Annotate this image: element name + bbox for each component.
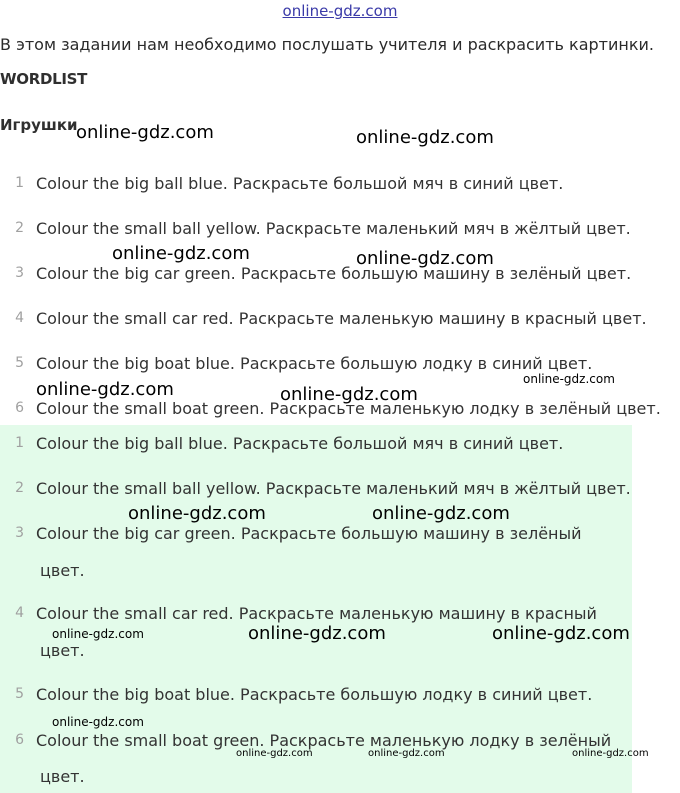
watermark: online-gdz.com [36, 379, 174, 400]
list-item-number: 2 [15, 480, 24, 496]
list-item: Colour the big ball blue. Раскрасьте большой мяч в синий цвет. [36, 174, 564, 193]
intro-text: В этом задании нам необходимо послушать учителя и раскрасить картинки. [0, 35, 654, 54]
watermark: online-gdz.com [128, 503, 266, 524]
watermark: online-gdz.com [523, 372, 615, 386]
list-item-number: 5 [15, 355, 24, 371]
list-item-number: 4 [15, 310, 24, 326]
list-item: Colour the big boat blue. Раскрасьте большую лодку в синий цвет. [36, 685, 593, 704]
list-item: Colour the small ball yellow. Раскрасьте маленький мяч в жёлтый цвет. [36, 479, 631, 498]
watermark: online-gdz.com [112, 243, 250, 264]
list-item: Colour the small boat green. Раскрасьте маленькую лодку в зелёный цвет. [36, 399, 661, 418]
list-item: Colour the big ball blue. Раскрасьте большой мяч в синий цвет. [36, 434, 564, 453]
list-item: Colour the small boat green. Раскрасьте маленькую лодку в зелёный [36, 731, 612, 750]
watermark: online-gdz.com [52, 715, 144, 729]
list-item-number: 5 [15, 686, 24, 702]
list-item: Colour the big car green. Раскрасьте большую машину в зелёный [36, 524, 582, 543]
watermark: online-gdz.com [280, 384, 418, 405]
list-item: Colour the big car green. Раскрасьте большую машину в зелёный цвет. [36, 264, 632, 283]
watermark: online-gdz.com [356, 248, 494, 269]
list-item: Colour the big boat blue. Раскрасьте большую лодку в синий цвет. [36, 354, 593, 373]
list-item-number: 4 [15, 605, 24, 621]
watermark: online-gdz.com [492, 623, 630, 644]
list-item-continuation: цвет. [40, 641, 85, 660]
watermark: online-gdz.com [236, 748, 313, 759]
list-item-number: 1 [15, 175, 24, 191]
watermark: online-gdz.com [572, 748, 649, 759]
wordlist-heading: WORDLIST [0, 70, 88, 88]
watermark: online-gdz.com [52, 627, 144, 641]
list-item: Colour the small ball yellow. Раскрасьте маленький мяч в жёлтый цвет. [36, 219, 631, 238]
list-item-number: 3 [15, 265, 24, 281]
list-item-number: 6 [15, 400, 24, 416]
toys-heading: Игрушки [0, 116, 78, 134]
list-item-number: 3 [15, 525, 24, 541]
list-item-number: 1 [15, 435, 24, 451]
list-item-number: 6 [15, 732, 24, 748]
list-item-continuation: цвет. [40, 561, 85, 580]
watermark: online-gdz.com [248, 623, 386, 644]
watermark: online-gdz.com [372, 503, 510, 524]
site-header-link[interactable]: online-gdz.com [282, 2, 398, 20]
list-item-continuation: цвет. [40, 767, 85, 786]
watermark: online-gdz.com [356, 127, 494, 148]
list-item-number: 2 [15, 220, 24, 236]
list-item: Colour the small car red. Раскрасьте маленькую машину в красный [36, 604, 597, 623]
list-item: Colour the small car red. Раскрасьте маленькую машину в красный цвет. [36, 309, 647, 328]
watermark: online-gdz.com [368, 748, 445, 759]
watermark: online-gdz.com [76, 122, 214, 143]
